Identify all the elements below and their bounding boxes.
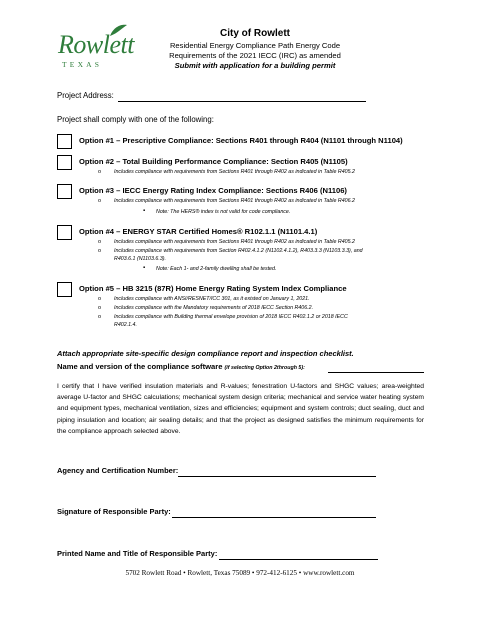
option-1-checkbox[interactable] bbox=[57, 134, 72, 149]
option-1-title: Option #1 – Prescriptive Compliance: Sections R401 through R404 (N1101 through N1104) bbox=[79, 136, 403, 145]
option-2-title: Option #2 – Total Building Performance Compliance: Section R405 (N1105) bbox=[79, 157, 348, 166]
option-5-title: Option #5 – HB 3215 (87R) Home Energy Rating System Index Compliance bbox=[79, 284, 347, 293]
option-4-checkbox[interactable] bbox=[57, 225, 72, 240]
comply-intro: Project shall comply with one of the following: bbox=[57, 115, 214, 124]
project-address-field[interactable] bbox=[118, 101, 366, 102]
printed-name-field[interactable] bbox=[219, 559, 378, 560]
page-title: City of Rowlett bbox=[220, 28, 290, 39]
note-marker: ▪ bbox=[143, 265, 146, 271]
logo-wordmark: Rowlett bbox=[58, 30, 134, 59]
option-4-note: Note: Each 1- and 2-family dwelling shall be tested. bbox=[156, 266, 277, 272]
header-line-1: Residential Energy Compliance Path Energy Code bbox=[169, 41, 341, 50]
agency-field[interactable] bbox=[178, 476, 376, 477]
option-4-bullet-2: Includes compliance with requirements from Section R402.4.1.2 (N1102.4.1.2), R403.3.3 (N1103.3.3), and bbox=[114, 248, 363, 254]
bullet-marker: o bbox=[98, 239, 102, 245]
option-4-bullet-1: Includes compliance with requirements from Sections R401 through R402 as indicated in Table R405.2 bbox=[114, 239, 355, 245]
note-marker: ▪ bbox=[143, 208, 146, 214]
option-5-bullet-2: Includes compliance with the Mandatory requirements of 2018 IECC Section R406.2. bbox=[114, 305, 314, 311]
leaf-icon bbox=[108, 24, 128, 38]
city-logo bbox=[56, 30, 134, 74]
signature-field[interactable] bbox=[172, 517, 376, 518]
signature-label: Signature of Responsible Party: bbox=[57, 507, 171, 516]
option-2-checkbox[interactable] bbox=[57, 155, 72, 170]
bullet-marker: o bbox=[98, 248, 102, 254]
option-5-checkbox[interactable] bbox=[57, 282, 72, 297]
project-address-label: Project Address: bbox=[57, 91, 114, 100]
option-3-note: Note: The HERS® index is not valid for code compliance. bbox=[156, 209, 291, 215]
header-line-2: Requirements of the 2021 IECC (IRC) as amended bbox=[169, 51, 341, 60]
software-name-qualifier: (if selecting Option 2through 5): bbox=[224, 365, 305, 371]
page-footer: 5702 Rowlett Road • Rowlett, Texas 75089 • 972-412-6125 • www.rowlett.com bbox=[125, 569, 355, 577]
logo-subtitle: TEXAS bbox=[62, 60, 103, 69]
header-line-3: Submit with application for a building permit bbox=[174, 61, 336, 70]
option-3-title: Option #3 – IECC Energy Rating Index Compliance: Sections R406 (N1106) bbox=[79, 186, 347, 195]
option-4-title: Option #4 – ENERGY STAR Certified Homes® R102.1.1 (N1101.4.1) bbox=[79, 227, 318, 236]
certification-text: I certify that I have verified insulation materials and R-values; fenestration U-factors and SHGC values; area-weighted average U-factor and SHGC calculations; mechanical system design criteria; mechanical and service water heating system and equipment types, mechanical ventilation, sizes and efficiencies; equipment and system controls; duct sealing, duct and piping insulation and location; air sealing details; and that the project as designed satisfies the minimum requirements for the compliance approach selected above. bbox=[57, 383, 424, 435]
software-name-field[interactable] bbox=[328, 372, 424, 373]
option-5-bullet-3-cont: R402.1.4. bbox=[114, 322, 137, 328]
bullet-marker: o bbox=[98, 296, 102, 302]
software-name-label-text: Name and version of the compliance software bbox=[57, 362, 223, 371]
bullet-marker: o bbox=[98, 305, 102, 311]
option-5-bullet-3: Includes compliance with Building thermal envelope provision of 2018 IECC R402.1.2 or 2018 IECC bbox=[114, 314, 348, 320]
option-5-bullet-1: Includes compliance with ANSI/RESNET/ICC 301, as it existed on January 1, 2021. bbox=[114, 296, 310, 302]
agency-label: Agency and Certification Number: bbox=[57, 466, 179, 475]
bullet-marker: o bbox=[98, 314, 102, 320]
option-3-checkbox[interactable] bbox=[57, 184, 72, 199]
printed-name-label: Printed Name and Title of Responsible Party: bbox=[57, 549, 218, 558]
attach-instruction: Attach appropriate site-specific design compliance report and inspection checklist. bbox=[57, 349, 354, 358]
option-3-bullet: Includes compliance with requirements from Sections R401 through R402 as indicated in Table R406.2 bbox=[114, 198, 355, 204]
option-4-bullet-2-cont: R403.6.1 (N1103.6.3). bbox=[114, 256, 167, 262]
software-name-label bbox=[57, 362, 305, 373]
bullet-marker: o bbox=[98, 198, 102, 204]
bullet-marker: o bbox=[98, 169, 102, 175]
option-2-bullet: Includes compliance with requirements from Sections R401 through R402 as indicated in Table R405.2 bbox=[114, 169, 355, 175]
